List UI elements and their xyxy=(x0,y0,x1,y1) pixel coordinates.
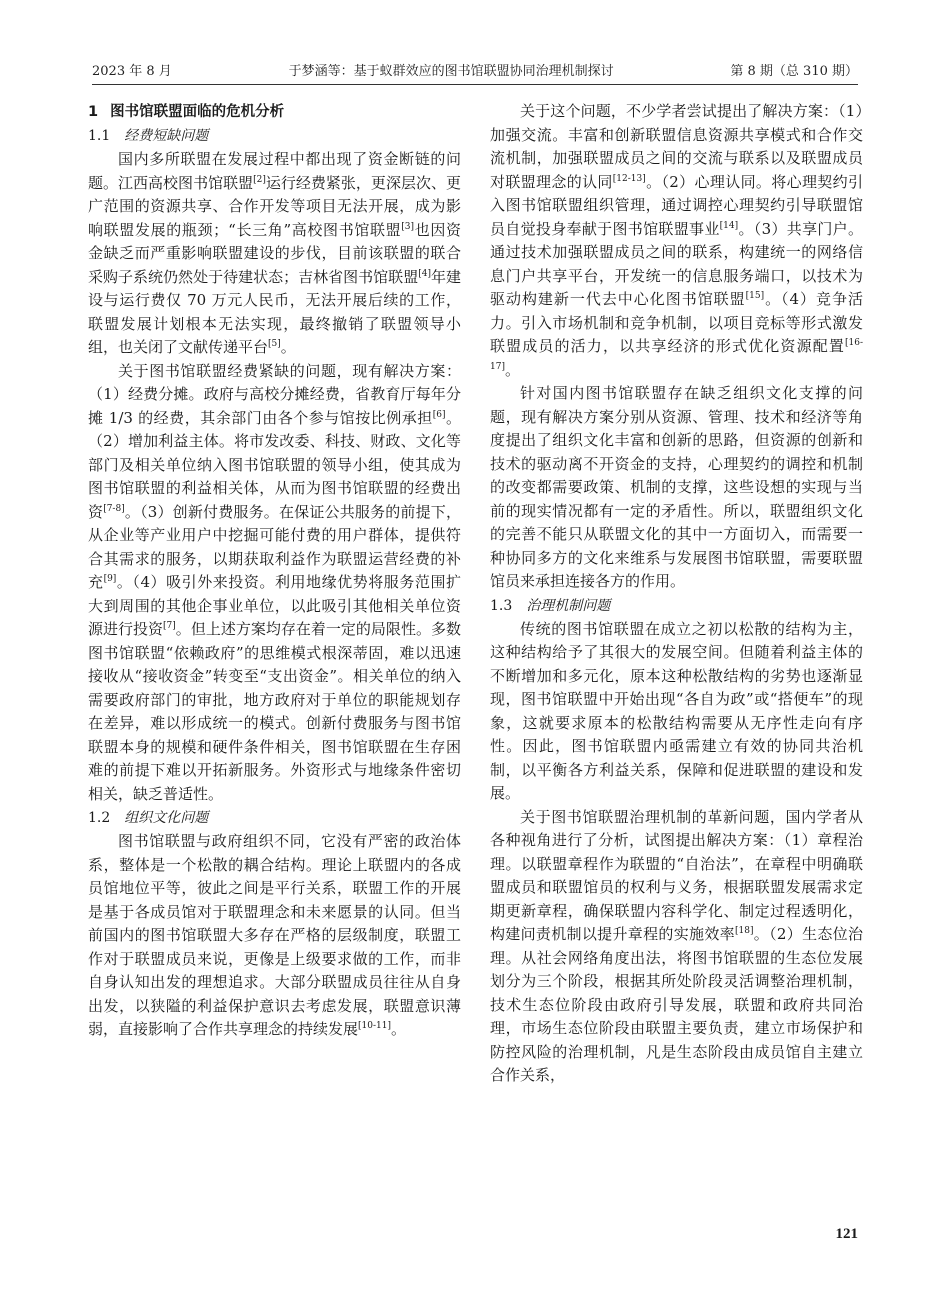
section-1-number: 1 xyxy=(88,104,99,120)
citation-ref: [14] xyxy=(719,220,739,231)
section-1-3-number: 1.3 xyxy=(490,597,513,614)
paragraph: 传统的图书馆联盟在成立之初以松散的结构为主，这种结构给予了其很大的发展空间。但随着利益主体的不断增加和多元化，原本这种松散结构的劣势也逐渐显现，图书馆联盟中开始出现“各自为政”或“搭便车”的现象，这就要求原本的松散结构需要从无序性走向有序性。因此，图书馆联盟内亟需建立有效的协同共治机制，以平衡各方利益关系，保障和促进联盟的建设和发展。 xyxy=(490,619,863,802)
citation-ref: [4] xyxy=(418,268,431,279)
paragraph: 针对国内图书馆联盟存在缺乏组织文化支撑的问题，现有解决方案分别从资源、管理、技术和经济等角度提出了组织文化丰富和创新的思路，但资源的创新和技术的驱动离不开资金的支持，心理契约的调控和机制的改变都需要政策、机制的支撑，这些设想的实现与当前的现实情况都有一定的矛盾性。所以，联盟组织文化的完善不能只从联盟文化的其中一方面切入，而需要一种协同多方的文化来维系与发展图书馆联盟，需要联盟馆员来承担连接各方的作用。 xyxy=(490,384,863,590)
section-1-heading xyxy=(88,100,461,124)
citation-ref: [12-13] xyxy=(612,173,646,184)
section-1-title: 图书馆联盟面临的危机分析 xyxy=(110,104,285,120)
header-rule xyxy=(92,84,858,85)
citation-ref: [7] xyxy=(163,621,176,631)
paragraph: 关于图书馆联盟经费紧缺的问题，现有解决方案：（1）经费分摊。政府与高校分摊经费，省教育厅每年分摊 1/3 的经费，其余部门由各个参与馆按比例承担[6]。（2）增加利益主体。将市发改委、科技、财政、文化等部门及相关单位纳入图书馆联盟的领导小组，使其成为图书馆联盟的利益相关体，从而为图书馆联盟的经费出资[7-8]。（3）创新付费服务。在保证公共服务的前提下，从企业等产业用户中挖掘可能付费的用户群体，提供符合其需求的服务，以期获取利益作为联盟运营经费的补充[9]。（4）吸引外来投资。利用地缘优势将服务范围扩大到周围的其他企事业单位，以此吸引其他相关单位资源进行投资[7]。但上述方案均存在着一定的局限性。多数图书馆联盟“依赖政府”的思维模式根深蒂固，难以迅速接收从“接收资金”转变至“支出资金”。相关单位的纳入需要政府部门的审批，地方政府对于单位的职能规划存在差异，难以形成统一的模式。创新付费服务与图书馆联盟本身的规模和硬件条件相关，图书馆联盟在生存困难的前提下难以开拓新服务。外资形式与地缘条件密切相关，缺乏普适性。 xyxy=(88,361,461,803)
section-1-3-heading xyxy=(490,594,863,618)
left-column xyxy=(88,100,461,1042)
section-1-2-title: 组织文化问题 xyxy=(124,810,209,826)
paragraph: 图书馆联盟与政府组织不同，它没有严密的政治体系，整体是一个松散的耦合结构。理论上联盟内的各成员馆地位平等，彼此之间是平行关系，联盟工作的开展是基于各成员馆对于联盟理念和未来愿景的认同。但当前国内的图书馆联盟大多存在严格的层级制度，联盟工作对于联盟成员来说，更像是上级要求做的工作，而非自身认知出发的理想追求。大部分联盟成员往往从自身出发，以狭隘的利益保护意识去考虑发展，联盟意识薄弱，直接影响了合作共享理念的持续发展[10-11]。 xyxy=(88,832,461,1038)
citation-ref: [18] xyxy=(734,926,754,936)
citation-ref: [2] xyxy=(253,174,266,185)
header-article-title: 于梦涵等：基于蚁群效应的图书馆联盟协同治理机制探讨 xyxy=(288,63,614,79)
section-1-2-number: 1.2 xyxy=(88,810,111,826)
citation-ref: [5] xyxy=(268,339,281,349)
citation-ref: [10-11] xyxy=(358,1021,391,1031)
citation-ref: [15] xyxy=(745,291,765,301)
section-1-1-number: 1.1 xyxy=(88,128,111,144)
section-1-2-heading xyxy=(88,806,461,830)
section-1-1-heading xyxy=(88,124,461,148)
section-1-3-title: 治理机制问题 xyxy=(526,597,611,614)
right-column xyxy=(490,100,863,1088)
paragraph: 国内多所联盟在发展过程中都出现了资金断链的问题。江西高校图书馆联盟[2]运行经费紧张，更深层次、更广范围的资源共享、合作开发等项目无法开展，成为影响联盟发展的瓶颈；“长三角”高校图书馆联盟[3]也因资金缺乏而严重影响联盟建设的步伐，目前该联盟的联合采购子系统仍然处于待建状态；吉林省图书馆联盟[4]年建设与运行费仅 70 万元人民币，无法开展后续的工作，联盟发展计划根本无法实现，最终撤销了联盟领导小组，也关闭了文献传递平台[5]。 xyxy=(88,150,461,356)
citation-ref: [16-17] xyxy=(490,338,863,372)
running-header xyxy=(92,56,858,82)
header-issue: 第 8 期（总 310 期） xyxy=(730,63,858,79)
citation-ref: [6] xyxy=(432,409,446,420)
citation-ref: [3] xyxy=(401,221,415,232)
paragraph: 关于这个问题，不少学者尝试提出了解决方案：（1）加强交流。丰富和创新联盟信息资源共享模式和合作交流机制，加强联盟成员之间的交流与联系以及联盟成员对联盟理念的认同[12-13]。（2）心理认同。将心理契约引入图书馆联盟组织管理，通过调控心理契约引导联盟馆员自觉投身奉献于图书馆联盟事业[14]。（3）共享门户。通过技术加强联盟成员之间的联系，构建统一的网络信息门户共享平台，开发统一的信息服务端口，以技术为驱动构建新一代去中心化图书馆联盟[15]。（4）竞争活力。引入市场机制和竞争机制，以项目竞标等形式激发联盟成员的活力，以共享经济的形式优化资源配置[16-17]。 xyxy=(490,102,863,379)
paragraph: 关于图书馆联盟治理机制的革新问题，国内学者从各种视角进行了分析，试图提出解决方案：（1）章程治理。以联盟章程作为联盟的“自治法”，在章程中明确联盟成员和联盟馆员的权利与义务，根据联盟发展需求定期更新章程，确保联盟内容科学化、制定过程透明化，构建问责机制以提升章程的实施效率[18]。（2）生态位治理。从社会网络角度出法，将图书馆联盟的生态位发展划分为三个阶段，根据其所处阶段灵活调整治理机制，技术生态位阶段由政府引导发展，联盟和政府共同治理，市场生态位阶段由联盟主要负责，建立市场保护和防控风险的治理机制，凡是生态阶段由成员馆自主建立合作关系， xyxy=(490,807,863,1084)
page-number: 121 xyxy=(835,1226,858,1242)
header-date: 2023 年 8 月 xyxy=(92,63,172,79)
section-1-1-title: 经费短缺问题 xyxy=(124,128,209,144)
citation-ref: [9] xyxy=(103,574,117,584)
citation-ref: [7-8] xyxy=(103,503,125,514)
